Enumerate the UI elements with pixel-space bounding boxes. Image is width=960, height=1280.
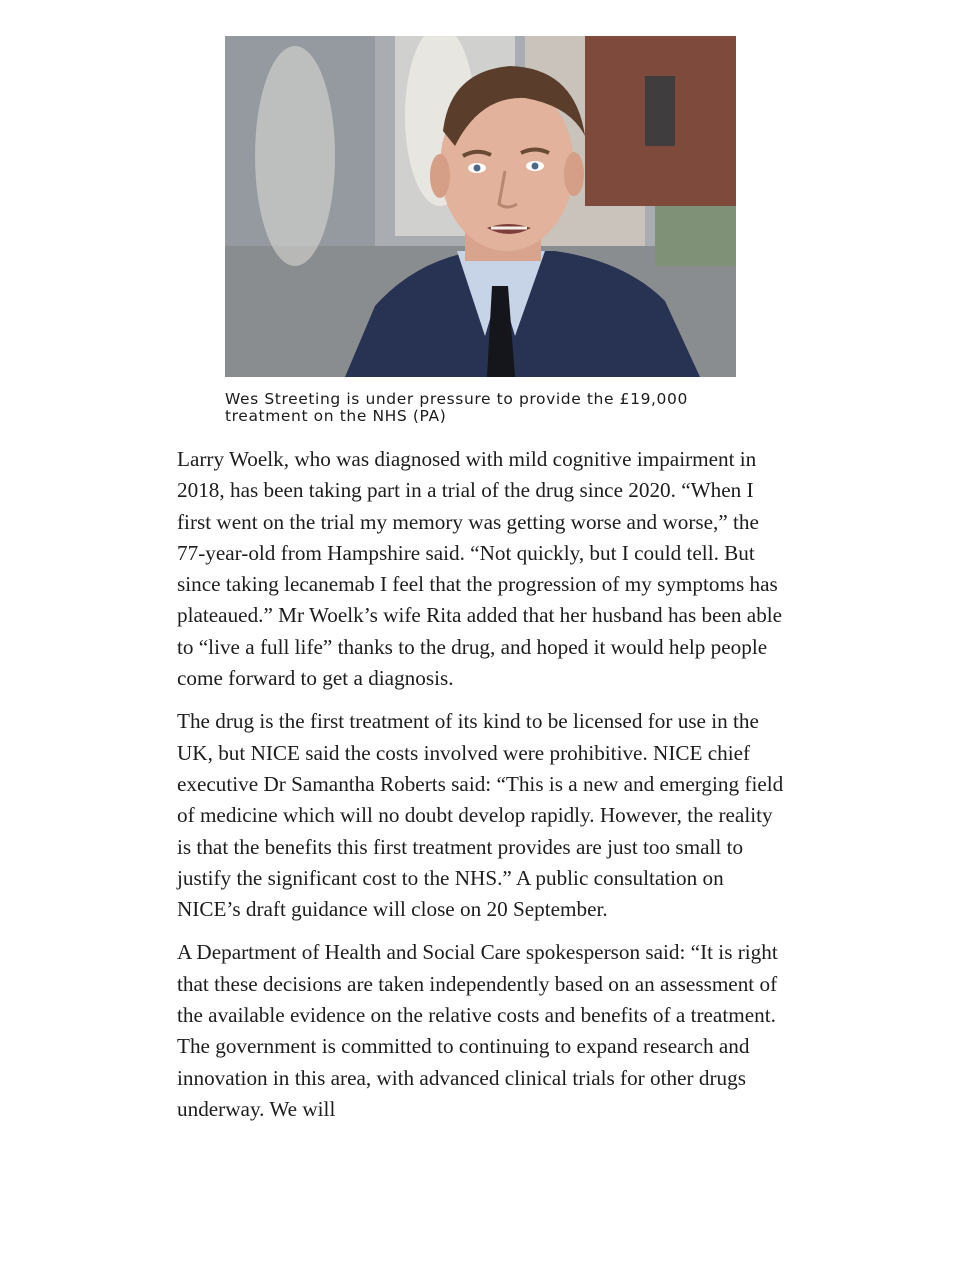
paragraph-1: Larry Woelk, who was diagnosed with mild cognitive impairment in 2018, has been taking part in a trial of the drug since 2020. “When I first went on the trial my memory was getting worse and worse,” the 77-year-old from Hampshire said. “Not quickly, but I could tell. But since taking lecanemab I feel that the progression of my symptoms has plateaued.” Mr Woelk’s wife Rita added that her husband has been able to “live a full life” thanks to the drug, and hoped it would help people come forward to get a diagnosis. <box>177 447 783 691</box>
paragraph-2: The drug is the first treatment of its kind to be licensed for use in the UK, but NICE said the costs involved were prohibitive. NICE chief executive Dr Samantha Roberts said: “This is a new and emerging field of medicine which will no doubt develop rapidly. However, the reality is that the benefits this first treatment provides are just too small to justify the significant cost to the NHS.” A public consultation on NICE’s draft guidance will close on 20 September. <box>177 709 784 922</box>
article-figure <box>225 36 736 425</box>
portrait-photo[interactable] <box>225 36 736 377</box>
figure-caption: Wes Streeting is under pressure to provide the £19,000 treatment on the NHS (PA) <box>225 390 688 425</box>
paragraph-3: A Department of Health and Social Care spokesperson said: “It is right that these decisions are taken independently based on an assessment of the available evidence on the relative costs and benefits of a treatment. The government is committed to continuing to expand research and innovation in this area, with advanced clinical trials for other drugs underway. We will <box>177 940 778 1121</box>
article-body <box>177 444 787 1137</box>
portrait-illustration <box>225 36 736 377</box>
